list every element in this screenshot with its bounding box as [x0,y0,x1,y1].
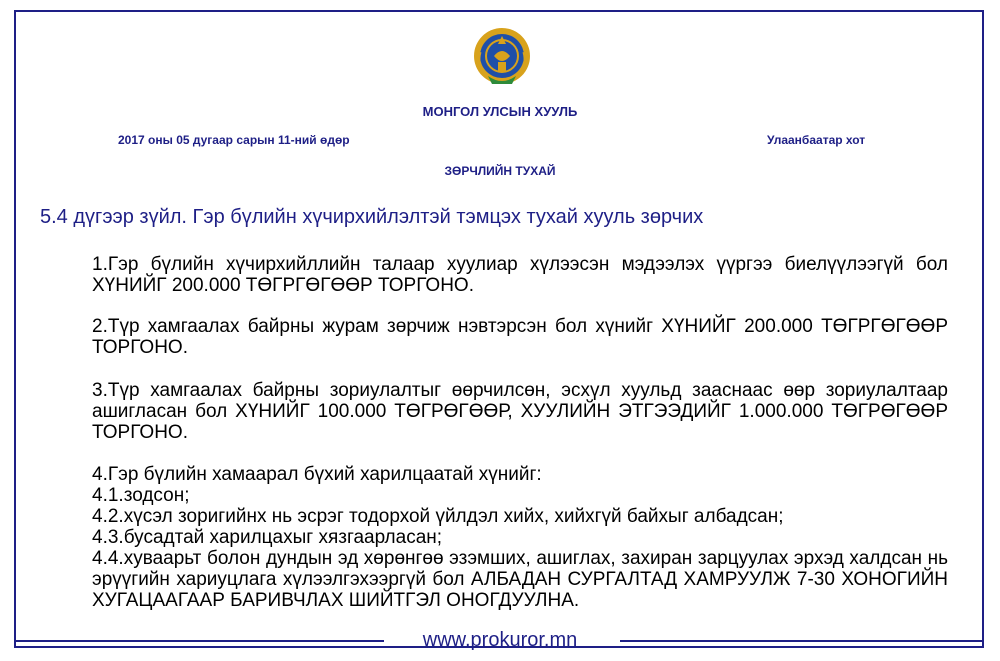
document-title: МОНГОЛ УЛСЫН ХУУЛЬ [422,104,578,119]
clause-4-3: 4.3.бусадтай харилцахыг хязгаарласан; [92,527,443,548]
clause-4-1: 4.1.зодсон; [92,485,190,506]
clause-1: 1.Гэр бүлийн хүчирхийллийн талаар хуулиар хүлээсэн мэдээлэх үүргээ биелүүлээгүй бол ХҮНИЙГ 200.000 ТӨГРГӨГӨӨР ТОРГОНО. [92,254,948,296]
footer-website: www.prokuror.mn [422,629,578,651]
clause-4-2: 4.2.хүсэл зоригийнх нь эсрэг тодорхой үйлдэл хийх, хийхгүй байхыг албадсан; [92,506,784,527]
clause-2: 2.Түр хамгаалах байрны журам зөрчиж нэвтэрсэн бол хүнийг ХҮНИЙГ 200.000 ТӨГРГӨГӨӨР ТОРГОНО. [92,316,948,358]
clause-4 [92,464,948,611]
clause-4-intro: 4.Гэр бүлийн хамаарал бүхий харилцаатай хүнийг: [92,464,542,485]
document-date: 2017 оны 05 дугаар сарын 11-ний өдөр [118,133,350,147]
document-place: Улаанбаатар хот [767,133,866,147]
document-subject: ЗӨРЧЛИЙН ТУХАЙ [444,164,556,178]
article-heading: 5.4 дүгээр зүйл. Гэр бүлийн хүчирхийлэлтэй тэмцэх тухай хууль зөрчих [40,206,704,228]
state-emblem-icon [472,26,532,90]
clause-4-4: 4.4.хуваарьт болон дундын эд хөрөнгөө эзэмших, ашиглах, захиран зарцуулах эрхэд халдсан нь эрүүгийн хариуцлага хүлээлгэхээргүй бол АЛБАДАН СУРГАЛТАД ХАМРУУЛЖ 7-30 ХОНОГИЙН ХУГАЦААГААР БАРИВЧЛАХ ШИЙТГЭЛ ОНОГДУУЛНА. [92,548,948,611]
clause-3: 3.Түр хамгаалах байрны зориулалтыг өөрчилсөн, эсхүл хуульд зааснаас өөр зориулалтаар ашигласан бол ХҮНИЙГ 100.000 ТӨГРӨГӨӨР, ХУУЛИЙН ЭТГЭЭДИЙГ 1.000.000 ТӨГРӨГӨӨР ТОРГОНО. [92,380,948,443]
